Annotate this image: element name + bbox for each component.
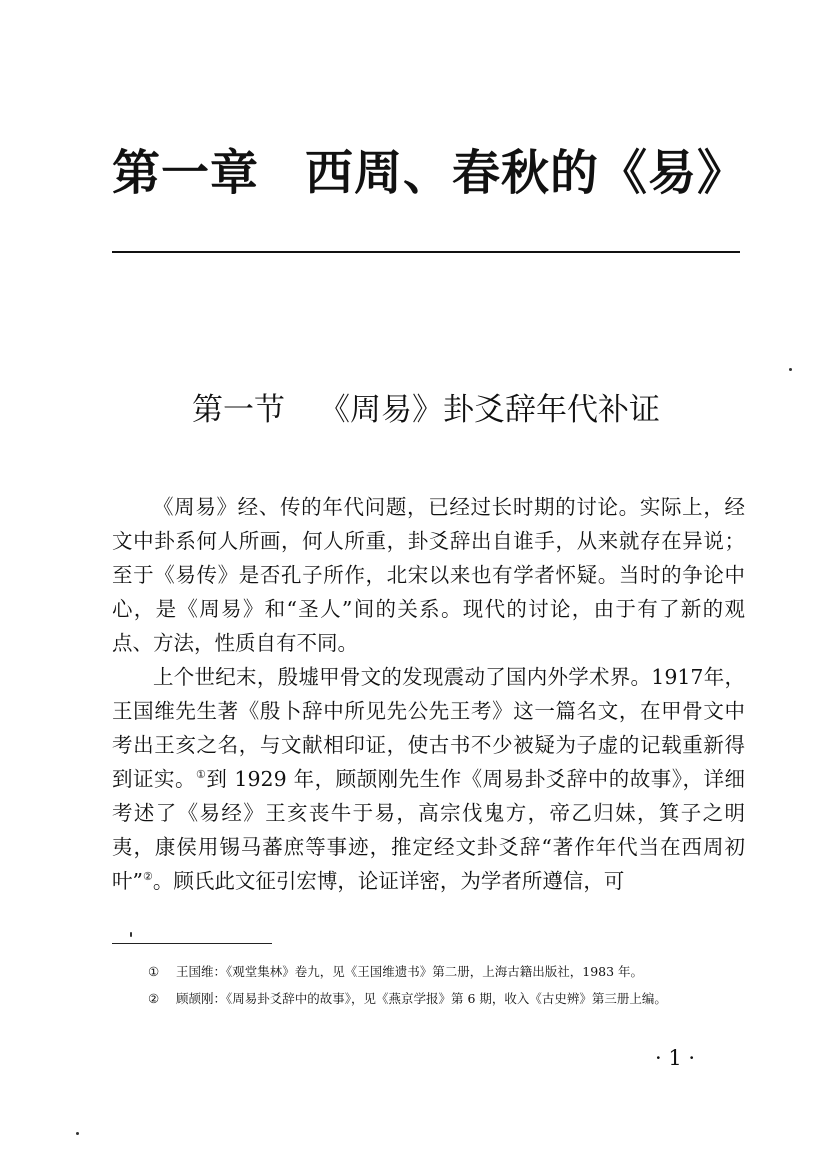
section-heading: [192, 385, 712, 435]
footnotes: [112, 958, 750, 1012]
footnote-1: [112, 958, 750, 985]
scan-speck: [789, 368, 792, 371]
footnote-1-text: 王国维：《观堂集林》卷九，见《王国维遗书》第二册，上海古籍出版社，1983 年。: [176, 964, 644, 979]
footnote-2: [112, 985, 750, 1012]
chapter-title: 西周、春秋的《易》: [305, 145, 747, 201]
chapter-heading: [112, 138, 752, 208]
paragraph-2: [112, 660, 745, 898]
scan-speck: [130, 932, 132, 937]
chapter-divider: [112, 251, 740, 253]
body-text: [112, 490, 745, 898]
paragraph-2-part-1: 上个世纪末，殷墟甲骨文的发现震动了国内外学术界。1917年，王国维先生著《殷卜辞中所见先公先王考》这一篇名文，在甲骨文中考出王亥之名，与文献相印证，使古书不少被疑为子虚的记载重新得到证实。: [112, 665, 745, 791]
section-number: 第一节: [192, 392, 285, 428]
paragraph-1: 《周易》经、传的年代问题，已经过长时期的讨论。实际上，经文中卦系何人所画，何人所重，卦爻辞出自谁手，从来就存在异说；至于《易传》是否孔子所作，北宋以来也有学者怀疑。当时的争论中心，是《周易》和“圣人”间的关系。现代的讨论，由于有了新的观点、方法，性质自有不同。: [112, 495, 745, 655]
footnote-ref-1: ①: [196, 768, 207, 781]
section-title: 《周易》卦爻辞年代补证: [319, 392, 660, 428]
scan-speck: [76, 1132, 79, 1135]
chapter-number: 第一章: [112, 145, 260, 201]
footnote-divider: [112, 943, 272, 944]
paragraph-2-part-2: 到 1929 年，顾颉刚先生作《周易卦爻辞中的故事》，详细考述了《易经》王亥丧牛于易，高宗伐鬼方，帝乙归妹，箕子之明夷，康侯用锡马蕃庶等事迹，推定经文卦爻辞“著作年代当在西周初叶”: [112, 767, 746, 893]
footnote-1-mark: ①: [148, 964, 160, 979]
paragraph-2-part-3: 。顾氏此文征引宏博，论证详密，为学者所遵信，可: [152, 869, 625, 893]
footnote-2-mark: ②: [148, 991, 160, 1006]
footnote-ref-2: ②: [142, 870, 153, 883]
footnote-2-text: 顾颉刚：《周易卦爻辞中的故事》，见《燕京学报》第 6 期，收入《古史辨》第三册上编。: [176, 991, 667, 1006]
page-number: · 1 ·: [655, 1046, 696, 1070]
